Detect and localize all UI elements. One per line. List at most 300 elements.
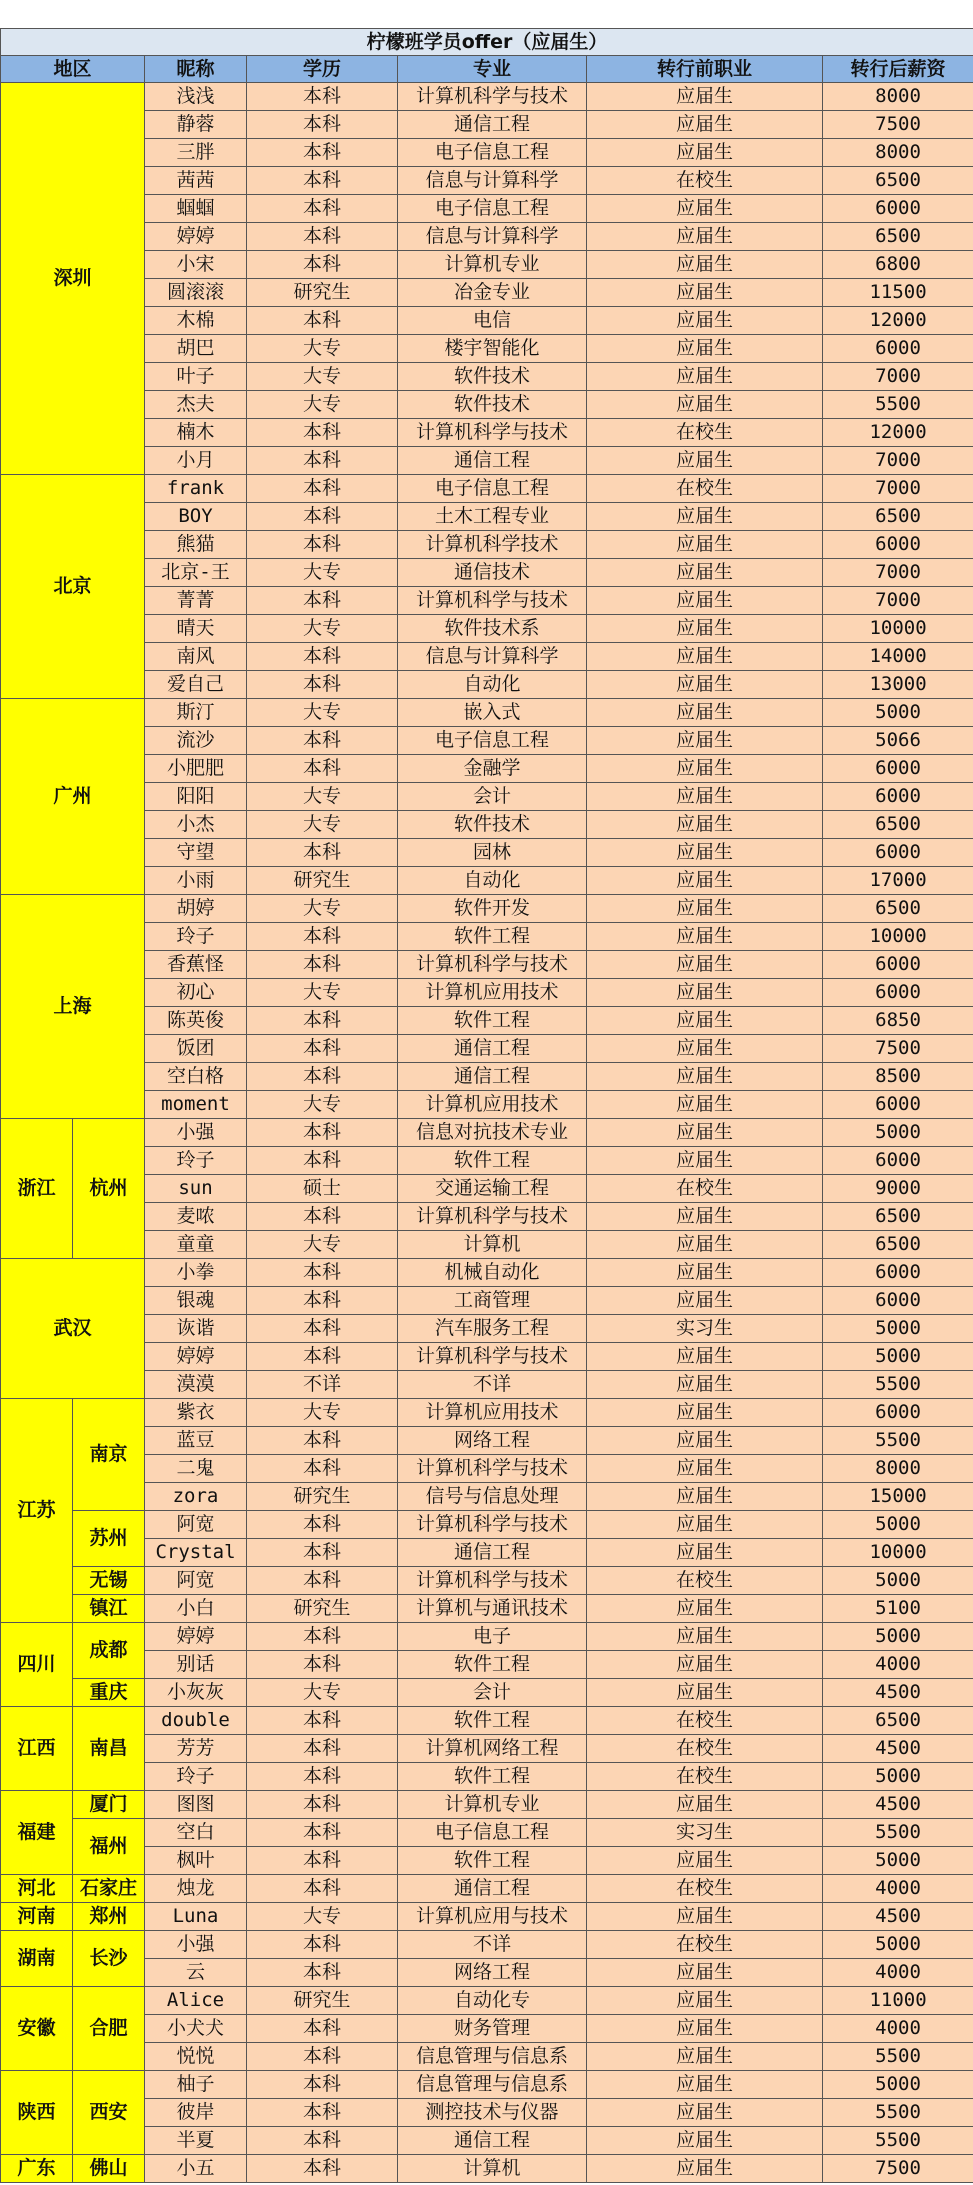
salary-cell[interactable]: 4000 xyxy=(823,1959,973,1987)
nickname-cell[interactable]: 叶子 xyxy=(145,363,247,391)
education-cell[interactable]: 本科 xyxy=(247,223,398,251)
education-cell[interactable]: 大专 xyxy=(247,1903,398,1931)
major-cell[interactable]: 计算机 xyxy=(398,1231,587,1259)
nickname-cell[interactable]: sun xyxy=(145,1175,247,1203)
previous-job-cell[interactable]: 应届生 xyxy=(587,951,823,979)
major-cell[interactable]: 软件工程 xyxy=(398,1651,587,1679)
previous-job-cell[interactable]: 应届生 xyxy=(587,923,823,951)
nickname-cell[interactable]: 二鬼 xyxy=(145,1455,247,1483)
salary-cell[interactable]: 4500 xyxy=(823,1735,973,1763)
education-cell[interactable]: 本科 xyxy=(247,923,398,951)
city-cell[interactable]: 西安 xyxy=(73,2071,145,2155)
education-cell[interactable]: 本科 xyxy=(247,139,398,167)
region-cell[interactable]: 江西 xyxy=(1,1707,73,1791)
education-cell[interactable]: 本科 xyxy=(247,839,398,867)
major-cell[interactable]: 软件技术 xyxy=(398,363,587,391)
salary-cell[interactable]: 7000 xyxy=(823,559,973,587)
education-cell[interactable]: 大专 xyxy=(247,811,398,839)
major-cell[interactable]: 软件技术 xyxy=(398,811,587,839)
major-cell[interactable]: 通信工程 xyxy=(398,447,587,475)
education-cell[interactable]: 本科 xyxy=(247,1063,398,1091)
nickname-cell[interactable]: 陈英俊 xyxy=(145,1007,247,1035)
major-cell[interactable]: 土木工程专业 xyxy=(398,503,587,531)
salary-cell[interactable]: 5000 xyxy=(823,2071,973,2099)
nickname-cell[interactable]: 小肥肥 xyxy=(145,755,247,783)
education-cell[interactable]: 本科 xyxy=(247,419,398,447)
education-cell[interactable]: 本科 xyxy=(247,251,398,279)
nickname-cell[interactable]: 烛龙 xyxy=(145,1875,247,1903)
previous-job-cell[interactable]: 应届生 xyxy=(587,1511,823,1539)
major-cell[interactable]: 计算机科学与技术 xyxy=(398,1455,587,1483)
previous-job-cell[interactable]: 应届生 xyxy=(587,1959,823,1987)
salary-cell[interactable]: 5000 xyxy=(823,1847,973,1875)
nickname-cell[interactable]: 小拳 xyxy=(145,1259,247,1287)
education-cell[interactable]: 本科 xyxy=(247,1539,398,1567)
previous-job-cell[interactable]: 应届生 xyxy=(587,503,823,531)
previous-job-cell[interactable]: 在校生 xyxy=(587,1707,823,1735)
education-cell[interactable]: 大专 xyxy=(247,1399,398,1427)
major-cell[interactable]: 园林 xyxy=(398,839,587,867)
previous-job-cell[interactable]: 应届生 xyxy=(587,279,823,307)
salary-cell[interactable]: 7000 xyxy=(823,587,973,615)
salary-cell[interactable]: 6000 xyxy=(823,531,973,559)
nickname-cell[interactable]: 小强 xyxy=(145,1119,247,1147)
major-cell[interactable]: 电信 xyxy=(398,307,587,335)
salary-cell[interactable]: 5000 xyxy=(823,1931,973,1959)
education-cell[interactable]: 本科 xyxy=(247,475,398,503)
salary-cell[interactable]: 12000 xyxy=(823,419,973,447)
education-cell[interactable]: 研究生 xyxy=(247,867,398,895)
education-cell[interactable]: 大专 xyxy=(247,615,398,643)
nickname-cell[interactable]: 蓝豆 xyxy=(145,1427,247,1455)
nickname-cell[interactable]: moment xyxy=(145,1091,247,1119)
salary-cell[interactable]: 7500 xyxy=(823,1035,973,1063)
previous-job-cell[interactable]: 应届生 xyxy=(587,839,823,867)
nickname-cell[interactable]: 小宋 xyxy=(145,251,247,279)
major-cell[interactable]: 软件工程 xyxy=(398,1007,587,1035)
previous-job-cell[interactable]: 应届生 xyxy=(587,111,823,139)
salary-cell[interactable]: 8000 xyxy=(823,139,973,167)
major-cell[interactable]: 不详 xyxy=(398,1931,587,1959)
region-cell[interactable]: 上海 xyxy=(1,895,145,1119)
salary-cell[interactable]: 5066 xyxy=(823,727,973,755)
major-cell[interactable]: 通信工程 xyxy=(398,2127,587,2155)
nickname-cell[interactable]: 漠漠 xyxy=(145,1371,247,1399)
salary-cell[interactable]: 6500 xyxy=(823,223,973,251)
previous-job-cell[interactable]: 应届生 xyxy=(587,307,823,335)
major-cell[interactable]: 网络工程 xyxy=(398,1427,587,1455)
nickname-cell[interactable]: 流沙 xyxy=(145,727,247,755)
nickname-cell[interactable]: BOY xyxy=(145,503,247,531)
previous-job-cell[interactable]: 应届生 xyxy=(587,699,823,727)
nickname-cell[interactable]: 守望 xyxy=(145,839,247,867)
nickname-cell[interactable]: 玲子 xyxy=(145,1147,247,1175)
previous-job-cell[interactable]: 应届生 xyxy=(587,2043,823,2071)
salary-cell[interactable]: 5000 xyxy=(823,1763,973,1791)
previous-job-cell[interactable]: 应届生 xyxy=(587,1455,823,1483)
nickname-cell[interactable]: 图图 xyxy=(145,1791,247,1819)
major-cell[interactable]: 计算机网络工程 xyxy=(398,1735,587,1763)
major-cell[interactable]: 信号与信息处理 xyxy=(398,1483,587,1511)
previous-job-cell[interactable]: 在校生 xyxy=(587,1735,823,1763)
salary-cell[interactable]: 4500 xyxy=(823,1791,973,1819)
nickname-cell[interactable]: 胡巴 xyxy=(145,335,247,363)
region-cell[interactable]: 湖南 xyxy=(1,1931,73,1987)
salary-cell[interactable]: 4000 xyxy=(823,1651,973,1679)
salary-cell[interactable]: 5000 xyxy=(823,1315,973,1343)
nickname-cell[interactable]: 枫叶 xyxy=(145,1847,247,1875)
previous-job-cell[interactable]: 应届生 xyxy=(587,195,823,223)
nickname-cell[interactable]: 斯汀 xyxy=(145,699,247,727)
previous-job-cell[interactable]: 应届生 xyxy=(587,2127,823,2155)
major-cell[interactable]: 信息管理与信息系 xyxy=(398,2043,587,2071)
education-cell[interactable]: 本科 xyxy=(247,1959,398,1987)
major-cell[interactable]: 计算机应用技术 xyxy=(398,1091,587,1119)
nickname-cell[interactable]: 空白 xyxy=(145,1819,247,1847)
salary-cell[interactable]: 10000 xyxy=(823,1539,973,1567)
city-cell[interactable]: 杭州 xyxy=(73,1119,145,1259)
nickname-cell[interactable]: 小白 xyxy=(145,1595,247,1623)
major-cell[interactable]: 计算机应用与技术 xyxy=(398,1903,587,1931)
nickname-cell[interactable]: double xyxy=(145,1707,247,1735)
header-previous-job[interactable]: 转行前职业 xyxy=(587,56,823,83)
previous-job-cell[interactable]: 应届生 xyxy=(587,1903,823,1931)
major-cell[interactable]: 计算机专业 xyxy=(398,1791,587,1819)
salary-cell[interactable]: 5500 xyxy=(823,1427,973,1455)
previous-job-cell[interactable]: 应届生 xyxy=(587,2015,823,2043)
previous-job-cell[interactable]: 应届生 xyxy=(587,1847,823,1875)
salary-cell[interactable]: 8500 xyxy=(823,1063,973,1091)
major-cell[interactable]: 财务管理 xyxy=(398,2015,587,2043)
education-cell[interactable]: 本科 xyxy=(247,2099,398,2127)
previous-job-cell[interactable]: 应届生 xyxy=(587,783,823,811)
major-cell[interactable]: 电子信息工程 xyxy=(398,475,587,503)
major-cell[interactable]: 会计 xyxy=(398,1679,587,1707)
salary-cell[interactable]: 14000 xyxy=(823,643,973,671)
salary-cell[interactable]: 4500 xyxy=(823,1679,973,1707)
previous-job-cell[interactable]: 应届生 xyxy=(587,2099,823,2127)
nickname-cell[interactable]: 婷婷 xyxy=(145,1623,247,1651)
salary-cell[interactable]: 9000 xyxy=(823,1175,973,1203)
major-cell[interactable]: 软件技术 xyxy=(398,391,587,419)
header-nickname[interactable]: 昵称 xyxy=(145,56,247,83)
city-cell[interactable]: 重庆 xyxy=(73,1679,145,1707)
previous-job-cell[interactable]: 应届生 xyxy=(587,2071,823,2099)
education-cell[interactable]: 大专 xyxy=(247,1679,398,1707)
nickname-cell[interactable]: 小杰 xyxy=(145,811,247,839)
previous-job-cell[interactable]: 应届生 xyxy=(587,1035,823,1063)
education-cell[interactable]: 大专 xyxy=(247,559,398,587)
education-cell[interactable]: 大专 xyxy=(247,783,398,811)
region-cell[interactable]: 深圳 xyxy=(1,83,145,475)
major-cell[interactable]: 通信工程 xyxy=(398,1063,587,1091)
nickname-cell[interactable]: 银魂 xyxy=(145,1287,247,1315)
major-cell[interactable]: 计算机科学与技术 xyxy=(398,1511,587,1539)
education-cell[interactable]: 本科 xyxy=(247,671,398,699)
major-cell[interactable]: 计算机科学与技术 xyxy=(398,1203,587,1231)
previous-job-cell[interactable]: 应届生 xyxy=(587,1679,823,1707)
region-cell[interactable]: 河南 xyxy=(1,1903,73,1931)
major-cell[interactable]: 通信工程 xyxy=(398,1539,587,1567)
nickname-cell[interactable]: 小犬犬 xyxy=(145,2015,247,2043)
previous-job-cell[interactable]: 应届生 xyxy=(587,1147,823,1175)
salary-cell[interactable]: 7500 xyxy=(823,2155,973,2183)
major-cell[interactable]: 信息对抗技术专业 xyxy=(398,1119,587,1147)
major-cell[interactable]: 计算机专业 xyxy=(398,251,587,279)
previous-job-cell[interactable]: 应届生 xyxy=(587,2155,823,2183)
education-cell[interactable]: 本科 xyxy=(247,755,398,783)
previous-job-cell[interactable]: 应届生 xyxy=(587,1203,823,1231)
nickname-cell[interactable]: 楠木 xyxy=(145,419,247,447)
major-cell[interactable]: 电子 xyxy=(398,1623,587,1651)
salary-cell[interactable]: 5500 xyxy=(823,2043,973,2071)
education-cell[interactable]: 本科 xyxy=(247,587,398,615)
salary-cell[interactable]: 6000 xyxy=(823,951,973,979)
salary-cell[interactable]: 7500 xyxy=(823,111,973,139)
major-cell[interactable]: 不详 xyxy=(398,1371,587,1399)
salary-cell[interactable]: 12000 xyxy=(823,307,973,335)
education-cell[interactable]: 研究生 xyxy=(247,1987,398,2015)
salary-cell[interactable]: 6500 xyxy=(823,1203,973,1231)
major-cell[interactable]: 软件技术系 xyxy=(398,615,587,643)
major-cell[interactable]: 测控技术与仪器 xyxy=(398,2099,587,2127)
previous-job-cell[interactable]: 应届生 xyxy=(587,867,823,895)
salary-cell[interactable]: 6000 xyxy=(823,335,973,363)
education-cell[interactable]: 大专 xyxy=(247,335,398,363)
salary-cell[interactable]: 6850 xyxy=(823,1007,973,1035)
salary-cell[interactable]: 6500 xyxy=(823,1231,973,1259)
major-cell[interactable]: 计算机应用技术 xyxy=(398,979,587,1007)
nickname-cell[interactable]: 紫衣 xyxy=(145,1399,247,1427)
previous-job-cell[interactable]: 在校生 xyxy=(587,419,823,447)
nickname-cell[interactable]: 小雨 xyxy=(145,867,247,895)
previous-job-cell[interactable]: 在校生 xyxy=(587,167,823,195)
previous-job-cell[interactable]: 应届生 xyxy=(587,1427,823,1455)
nickname-cell[interactable]: 玲子 xyxy=(145,1763,247,1791)
previous-job-cell[interactable]: 应届生 xyxy=(587,139,823,167)
city-cell[interactable]: 郑州 xyxy=(73,1903,145,1931)
major-cell[interactable]: 计算机科学与技术 xyxy=(398,587,587,615)
previous-job-cell[interactable]: 应届生 xyxy=(587,1287,823,1315)
salary-cell[interactable]: 5500 xyxy=(823,391,973,419)
previous-job-cell[interactable]: 应届生 xyxy=(587,1399,823,1427)
education-cell[interactable]: 大专 xyxy=(247,1091,398,1119)
previous-job-cell[interactable]: 应届生 xyxy=(587,1791,823,1819)
education-cell[interactable]: 本科 xyxy=(247,1511,398,1539)
education-cell[interactable]: 本科 xyxy=(247,643,398,671)
previous-job-cell[interactable]: 应届生 xyxy=(587,1231,823,1259)
major-cell[interactable]: 信息与计算科学 xyxy=(398,223,587,251)
previous-job-cell[interactable]: 在校生 xyxy=(587,1931,823,1959)
nickname-cell[interactable]: 芳芳 xyxy=(145,1735,247,1763)
major-cell[interactable]: 计算机科学与技术 xyxy=(398,951,587,979)
previous-job-cell[interactable]: 应届生 xyxy=(587,895,823,923)
education-cell[interactable]: 本科 xyxy=(247,1315,398,1343)
nickname-cell[interactable]: 童童 xyxy=(145,1231,247,1259)
major-cell[interactable]: 计算机科学与技术 xyxy=(398,1567,587,1595)
previous-job-cell[interactable]: 应届生 xyxy=(587,811,823,839)
salary-cell[interactable]: 5000 xyxy=(823,1343,973,1371)
nickname-cell[interactable]: 浅浅 xyxy=(145,83,247,111)
nickname-cell[interactable]: zora xyxy=(145,1483,247,1511)
previous-job-cell[interactable]: 应届生 xyxy=(587,531,823,559)
nickname-cell[interactable]: 婷婷 xyxy=(145,1343,247,1371)
salary-cell[interactable]: 5500 xyxy=(823,2127,973,2155)
previous-job-cell[interactable]: 应届生 xyxy=(587,1259,823,1287)
header-salary[interactable]: 转行后薪资 xyxy=(823,56,973,83)
education-cell[interactable]: 研究生 xyxy=(247,1595,398,1623)
nickname-cell[interactable]: Alice xyxy=(145,1987,247,2015)
nickname-cell[interactable]: 爱自己 xyxy=(145,671,247,699)
education-cell[interactable]: 本科 xyxy=(247,1119,398,1147)
salary-cell[interactable]: 10000 xyxy=(823,615,973,643)
nickname-cell[interactable]: 阳阳 xyxy=(145,783,247,811)
salary-cell[interactable]: 4500 xyxy=(823,1903,973,1931)
education-cell[interactable]: 本科 xyxy=(247,1035,398,1063)
salary-cell[interactable]: 6000 xyxy=(823,839,973,867)
major-cell[interactable]: 电子信息工程 xyxy=(398,727,587,755)
major-cell[interactable]: 电子信息工程 xyxy=(398,139,587,167)
salary-cell[interactable]: 6500 xyxy=(823,811,973,839)
education-cell[interactable]: 本科 xyxy=(247,1455,398,1483)
nickname-cell[interactable]: 茜茜 xyxy=(145,167,247,195)
nickname-cell[interactable]: 小五 xyxy=(145,2155,247,2183)
salary-cell[interactable]: 15000 xyxy=(823,1483,973,1511)
salary-cell[interactable]: 13000 xyxy=(823,671,973,699)
nickname-cell[interactable]: 北京-王 xyxy=(145,559,247,587)
previous-job-cell[interactable]: 在校生 xyxy=(587,1567,823,1595)
salary-cell[interactable]: 7000 xyxy=(823,363,973,391)
nickname-cell[interactable]: 柚子 xyxy=(145,2071,247,2099)
salary-cell[interactable]: 6500 xyxy=(823,1707,973,1735)
major-cell[interactable]: 软件工程 xyxy=(398,1763,587,1791)
region-cell[interactable]: 江苏 xyxy=(1,1399,73,1623)
salary-cell[interactable]: 5100 xyxy=(823,1595,973,1623)
salary-cell[interactable]: 6500 xyxy=(823,167,973,195)
education-cell[interactable]: 大专 xyxy=(247,895,398,923)
nickname-cell[interactable]: 圆滚滚 xyxy=(145,279,247,307)
major-cell[interactable]: 计算机科学技术 xyxy=(398,531,587,559)
city-cell[interactable]: 石家庄 xyxy=(73,1875,145,1903)
city-cell[interactable]: 南京 xyxy=(73,1399,145,1511)
nickname-cell[interactable]: 悦悦 xyxy=(145,2043,247,2071)
education-cell[interactable]: 硕士 xyxy=(247,1175,398,1203)
major-cell[interactable]: 工商管理 xyxy=(398,1287,587,1315)
education-cell[interactable]: 本科 xyxy=(247,111,398,139)
education-cell[interactable]: 本科 xyxy=(247,2071,398,2099)
city-cell[interactable]: 苏州 xyxy=(73,1511,145,1567)
nickname-cell[interactable]: 小月 xyxy=(145,447,247,475)
previous-job-cell[interactable]: 应届生 xyxy=(587,1539,823,1567)
education-cell[interactable]: 研究生 xyxy=(247,1483,398,1511)
city-cell[interactable]: 镇江 xyxy=(73,1595,145,1623)
education-cell[interactable]: 本科 xyxy=(247,1875,398,1903)
previous-job-cell[interactable]: 应届生 xyxy=(587,755,823,783)
previous-job-cell[interactable]: 实习生 xyxy=(587,1819,823,1847)
region-cell[interactable]: 陕西 xyxy=(1,2071,73,2155)
nickname-cell[interactable]: 南风 xyxy=(145,643,247,671)
nickname-cell[interactable]: Crystal xyxy=(145,1539,247,1567)
education-cell[interactable]: 大专 xyxy=(247,1231,398,1259)
previous-job-cell[interactable]: 应届生 xyxy=(587,979,823,1007)
education-cell[interactable]: 本科 xyxy=(247,2015,398,2043)
nickname-cell[interactable]: 别话 xyxy=(145,1651,247,1679)
education-cell[interactable]: 本科 xyxy=(247,1623,398,1651)
previous-job-cell[interactable]: 应届生 xyxy=(587,1651,823,1679)
salary-cell[interactable]: 6000 xyxy=(823,1091,973,1119)
previous-job-cell[interactable]: 应届生 xyxy=(587,1595,823,1623)
previous-job-cell[interactable]: 应届生 xyxy=(587,1007,823,1035)
nickname-cell[interactable]: 阿宽 xyxy=(145,1511,247,1539)
major-cell[interactable]: 通信工程 xyxy=(398,111,587,139)
major-cell[interactable]: 通信工程 xyxy=(398,1875,587,1903)
major-cell[interactable]: 自动化 xyxy=(398,671,587,699)
previous-job-cell[interactable]: 应届生 xyxy=(587,391,823,419)
nickname-cell[interactable]: 云 xyxy=(145,1959,247,1987)
major-cell[interactable]: 冶金专业 xyxy=(398,279,587,307)
major-cell[interactable]: 金融学 xyxy=(398,755,587,783)
education-cell[interactable]: 本科 xyxy=(247,1427,398,1455)
region-cell[interactable]: 广东 xyxy=(1,2155,73,2183)
previous-job-cell[interactable]: 在校生 xyxy=(587,1175,823,1203)
sheet-title[interactable]: 柠檬班学员offer（应届生） xyxy=(1,29,973,56)
nickname-cell[interactable]: 蝈蝈 xyxy=(145,195,247,223)
salary-cell[interactable]: 8000 xyxy=(823,1455,973,1483)
major-cell[interactable]: 嵌入式 xyxy=(398,699,587,727)
education-cell[interactable]: 本科 xyxy=(247,1343,398,1371)
previous-job-cell[interactable]: 在校生 xyxy=(587,475,823,503)
education-cell[interactable]: 本科 xyxy=(247,1147,398,1175)
education-cell[interactable]: 本科 xyxy=(247,727,398,755)
major-cell[interactable]: 机械自动化 xyxy=(398,1259,587,1287)
major-cell[interactable]: 计算机应用技术 xyxy=(398,1399,587,1427)
salary-cell[interactable]: 5500 xyxy=(823,1371,973,1399)
salary-cell[interactable]: 5000 xyxy=(823,1511,973,1539)
major-cell[interactable]: 通信工程 xyxy=(398,1035,587,1063)
education-cell[interactable]: 本科 xyxy=(247,1791,398,1819)
education-cell[interactable]: 本科 xyxy=(247,531,398,559)
nickname-cell[interactable]: 彼岸 xyxy=(145,2099,247,2127)
major-cell[interactable]: 交通运输工程 xyxy=(398,1175,587,1203)
major-cell[interactable]: 信息与计算科学 xyxy=(398,167,587,195)
nickname-cell[interactable]: 诙谐 xyxy=(145,1315,247,1343)
education-cell[interactable]: 研究生 xyxy=(247,279,398,307)
salary-cell[interactable]: 6800 xyxy=(823,251,973,279)
education-cell[interactable]: 大专 xyxy=(247,699,398,727)
salary-cell[interactable]: 11000 xyxy=(823,1987,973,2015)
region-cell[interactable]: 四川 xyxy=(1,1623,73,1707)
nickname-cell[interactable]: frank xyxy=(145,475,247,503)
education-cell[interactable]: 不详 xyxy=(247,1371,398,1399)
education-cell[interactable]: 大专 xyxy=(247,391,398,419)
nickname-cell[interactable]: 杰夫 xyxy=(145,391,247,419)
education-cell[interactable]: 本科 xyxy=(247,1735,398,1763)
education-cell[interactable]: 本科 xyxy=(247,951,398,979)
nickname-cell[interactable]: 小强 xyxy=(145,1931,247,1959)
education-cell[interactable]: 本科 xyxy=(247,1819,398,1847)
major-cell[interactable]: 电子信息工程 xyxy=(398,1819,587,1847)
header-major[interactable]: 专业 xyxy=(398,56,587,83)
major-cell[interactable]: 网络工程 xyxy=(398,1959,587,1987)
major-cell[interactable]: 软件工程 xyxy=(398,1147,587,1175)
salary-cell[interactable]: 6000 xyxy=(823,1259,973,1287)
previous-job-cell[interactable]: 应届生 xyxy=(587,335,823,363)
previous-job-cell[interactable]: 在校生 xyxy=(587,1875,823,1903)
salary-cell[interactable]: 5500 xyxy=(823,2099,973,2127)
salary-cell[interactable]: 10000 xyxy=(823,923,973,951)
major-cell[interactable]: 软件开发 xyxy=(398,895,587,923)
nickname-cell[interactable]: 初心 xyxy=(145,979,247,1007)
